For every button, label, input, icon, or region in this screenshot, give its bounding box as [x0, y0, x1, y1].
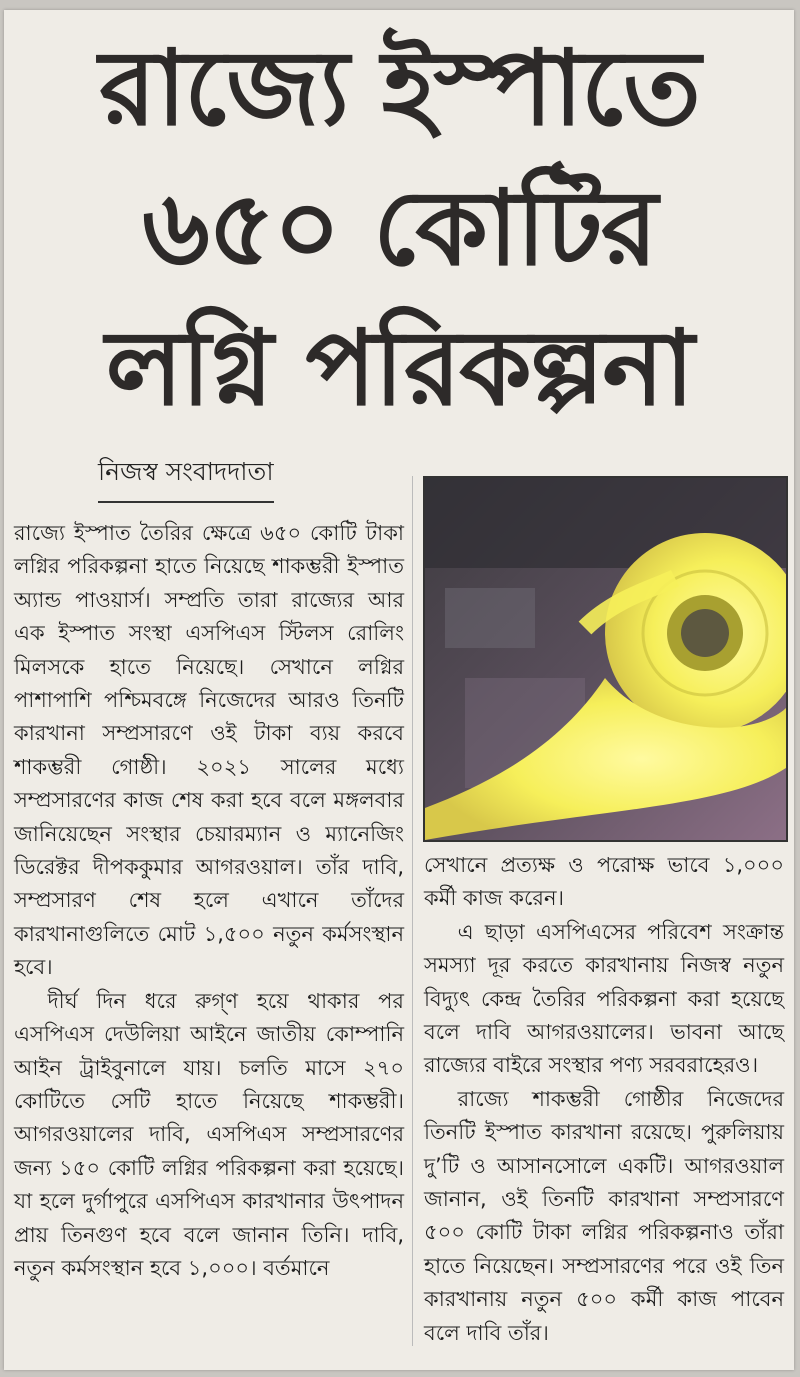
article-paragraph: রাজ্যে শাকম্ভরী গোষ্ঠীর নিজেদের তিনটি ইস্পাত কারখানা রয়েছে। পুরুলিয়ায় দু’টি ও আসানসোলে একটি। আগরওয়াল জানান, ওই তিনটি কারখানা সম্প্রসারণে ৫০০ কোটি টাকা লগ্নির পরিকল্পনাও তাঁরা হাতে নিয়েছেন। সম্প্রসারণের পরে ওই তিন কারখানায় নতুন ৫০০ কর্মী কাজ পাবেন বলে দাবি তাঁর।	[424, 1086, 784, 1345]
article-paragraph: দীর্ঘ দিন ধরে রুগ্‌ণ হয়ে থাকার পর এসপিএস দেউলিয়া আইনে জাতীয় কোম্পানি আইন ট্রাইবুনালে যায়। চলতি মাসে ২৭০ কোটিতে সেটি হাতে নিয়েছে শাকম্ভরী। আগরওয়ালের দাবি, এসপিএস সম্প্রসারণের জন্য ১৫০ কোটি লগ্নির পরিকল্পনা করা হয়েছে। যা হলে দুর্গাপুরে এসপিএস কারখানার উৎপাদন প্রায় তিনগুণ হবে বলে জানান তিনি। দাবি, নতুন কর্মসংস্থান হবে ১,০০০। বর্তমানে	[14, 988, 404, 1280]
article-column-right	[424, 849, 784, 1350]
headline-line-3: লগ্নি পরিকল্পনা	[105, 307, 693, 429]
headline	[14, 18, 784, 438]
article-paragraph: রাজ্যে ইস্পাত তৈরির ক্ষেত্রে ৬৫০ কোটি টাকা লগ্নির পরিকল্পনা হাতে নিয়েছে শাকম্ভরী ইস্পাত অ্যান্ড পাওয়ার্স। সম্প্রতি তারা রাজ্যের আর এক ইস্পাত সংস্থা এসপিএস স্টিলস রোলিং মিলসকে হাতে নিয়েছে। সেখানে লগ্নির পাশাপাশি পশ্চিমবঙ্গে নিজেদের আরও তিনটি কারখানা সম্প্রসারণে ওই টাকা ব্যয় করবে শাকম্ভরী গোষ্ঠী। ২০২১ সালের মধ্যে সম্প্রসারণের কাজ শেষ করা হবে বলে মঙ্গলবার জানিয়েছেন সংস্থার চেয়ারম্যান ও ম্যানেজিং ডিরেক্টর দীপককুমার আগরওয়াল। তাঁর দাবি, সম্প্রসারণ শেষ হলে এখানে তাঁদের কারখানাগুলিতে মোট ১,৫০০ নতুন কর্মসংস্থান হবে।	[14, 521, 404, 980]
article-column-left	[14, 517, 404, 1285]
column-divider	[412, 476, 413, 1346]
headline-line-1: রাজ্যে ইস্পাতে	[99, 27, 699, 149]
article-paragraph: এ ছাড়া এসপিএসের পরিবেশ সংক্রান্ত সমস্যা দূর করতে কারখানায় নিজস্ব নতুন বিদ্যুৎ কেন্দ্র তৈরির পরিকল্পনা করা হয়েছে বলে দাবি আগরওয়ালের। ভাবনা আছে রাজ্যের বাইরে সংস্থার পণ্য সরবরাহেরও।	[424, 919, 784, 1078]
headline-line-2: ৬৫০ কোটির	[142, 167, 656, 289]
steel-coil-photo	[423, 476, 788, 842]
byline: নিজস্ব সংবাদদাতা	[98, 452, 274, 503]
article-paragraph: সেখানে প্রত্যক্ষ ও পরোক্ষ ভাবে ১,০০০ কর্মী কাজ করেন।	[424, 853, 784, 911]
photo-image	[425, 478, 786, 840]
